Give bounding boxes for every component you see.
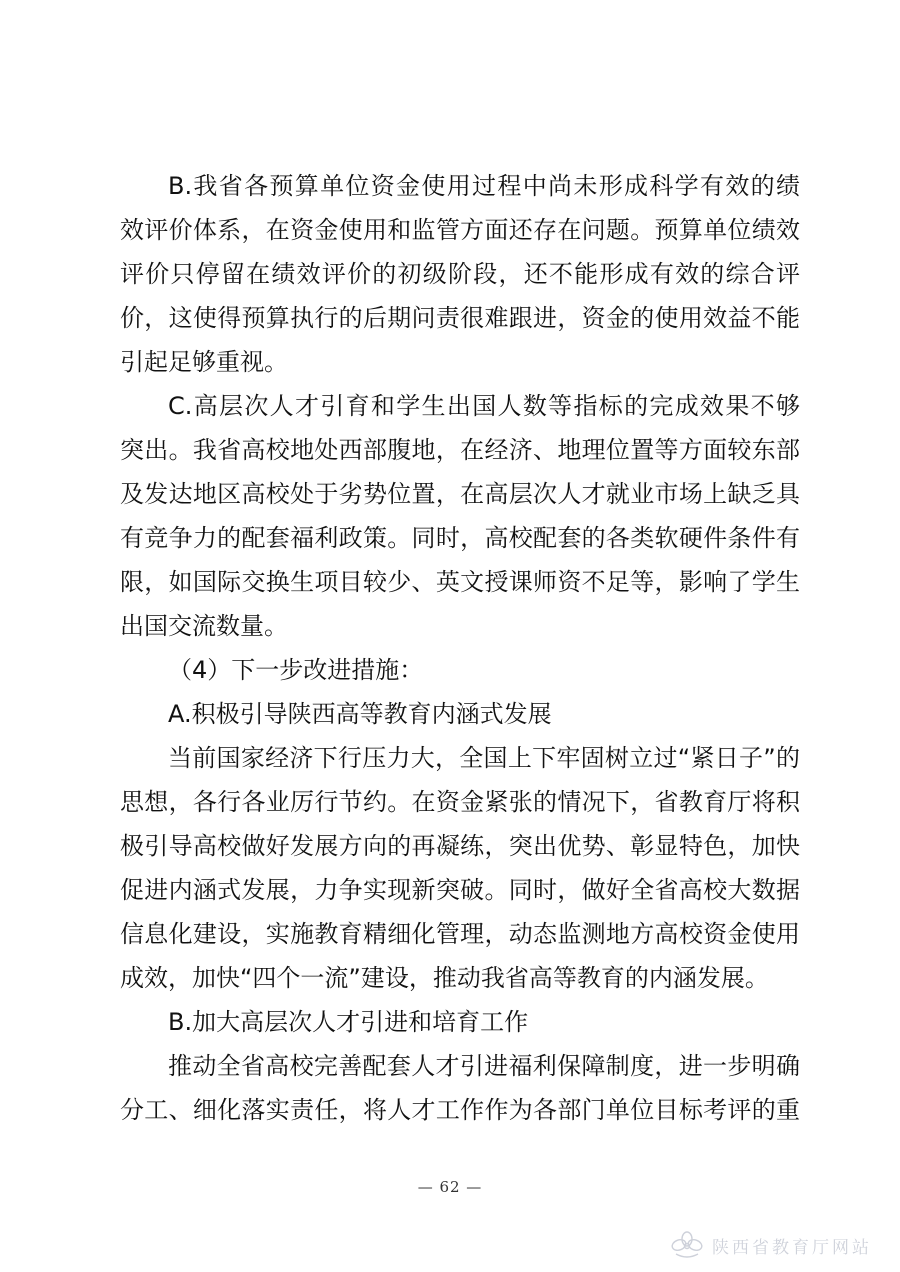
text-line: 及发达地区高校处于劣势位置，在高层次人才就业市场上缺乏具	[120, 480, 800, 508]
text-line: 分工、细化落实责任，将人才工作作为各部门单位目标考评的重	[120, 1096, 800, 1124]
text-line: 价，这使得预算执行的后期问责很难跟进，资金的使用效益不能	[120, 304, 800, 332]
watermark	[670, 1228, 872, 1262]
text-line: 效评价体系，在资金使用和监管方面还存在问题。预算单位绩效	[120, 216, 800, 244]
text-line: 信息化建设，实施教育精细化管理，动态监测地方高校资金使用	[120, 920, 800, 948]
text-line: 推动全省高校完善配套人才引进福利保障制度，进一步明确	[168, 1052, 800, 1080]
text-line: B.我省各预算单位资金使用过程中尚未形成科学有效的绩	[168, 172, 800, 200]
text-line: 极引导高校做好发展方向的再凝练，突出优势、彰显特色，加快	[120, 832, 800, 860]
section-heading: （4）下一步改进措施：	[168, 656, 424, 684]
text-line: 评价只停留在绩效评价的初级阶段，还不能形成有效的综合评	[120, 260, 800, 288]
flower-logo-icon	[670, 1230, 704, 1260]
text-line: 促进内涵式发展，力争实现新突破。同时，做好全省高校大数据	[120, 876, 800, 904]
page-number: — 62 —	[417, 1178, 483, 1196]
subsection-heading: B.加大高层次人才引进和培育工作	[168, 1008, 529, 1036]
text-line: 思想，各行各业厉行节约。在资金紧张的情况下，省教育厅将积	[120, 788, 800, 816]
watermark-text: 陕西省教育厅网站	[712, 1237, 872, 1258]
text-line: 成效，加快“四个一流”建设，推动我省高等教育的内涵发展。	[120, 964, 769, 992]
text-line: 引起足够重视。	[120, 348, 288, 376]
subsection-heading: A.积极引导陕西高等教育内涵式发展	[168, 700, 552, 728]
text-line: 限，如国际交换生项目较少、英文授课师资不足等，影响了学生	[120, 568, 800, 596]
text-line: 突出。我省高校地处西部腹地，在经济、地理位置等方面较东部	[120, 436, 800, 464]
text-line: 有竞争力的配套福利政策。同时，高校配套的各类软硬件条件有	[120, 524, 800, 552]
text-line: 当前国家经济下行压力大，全国上下牢固树立过“紧日子”的	[168, 744, 800, 772]
text-line: 出国交流数量。	[120, 612, 288, 640]
text-line: C.高层次人才引育和学生出国人数等指标的完成效果不够	[168, 392, 800, 420]
